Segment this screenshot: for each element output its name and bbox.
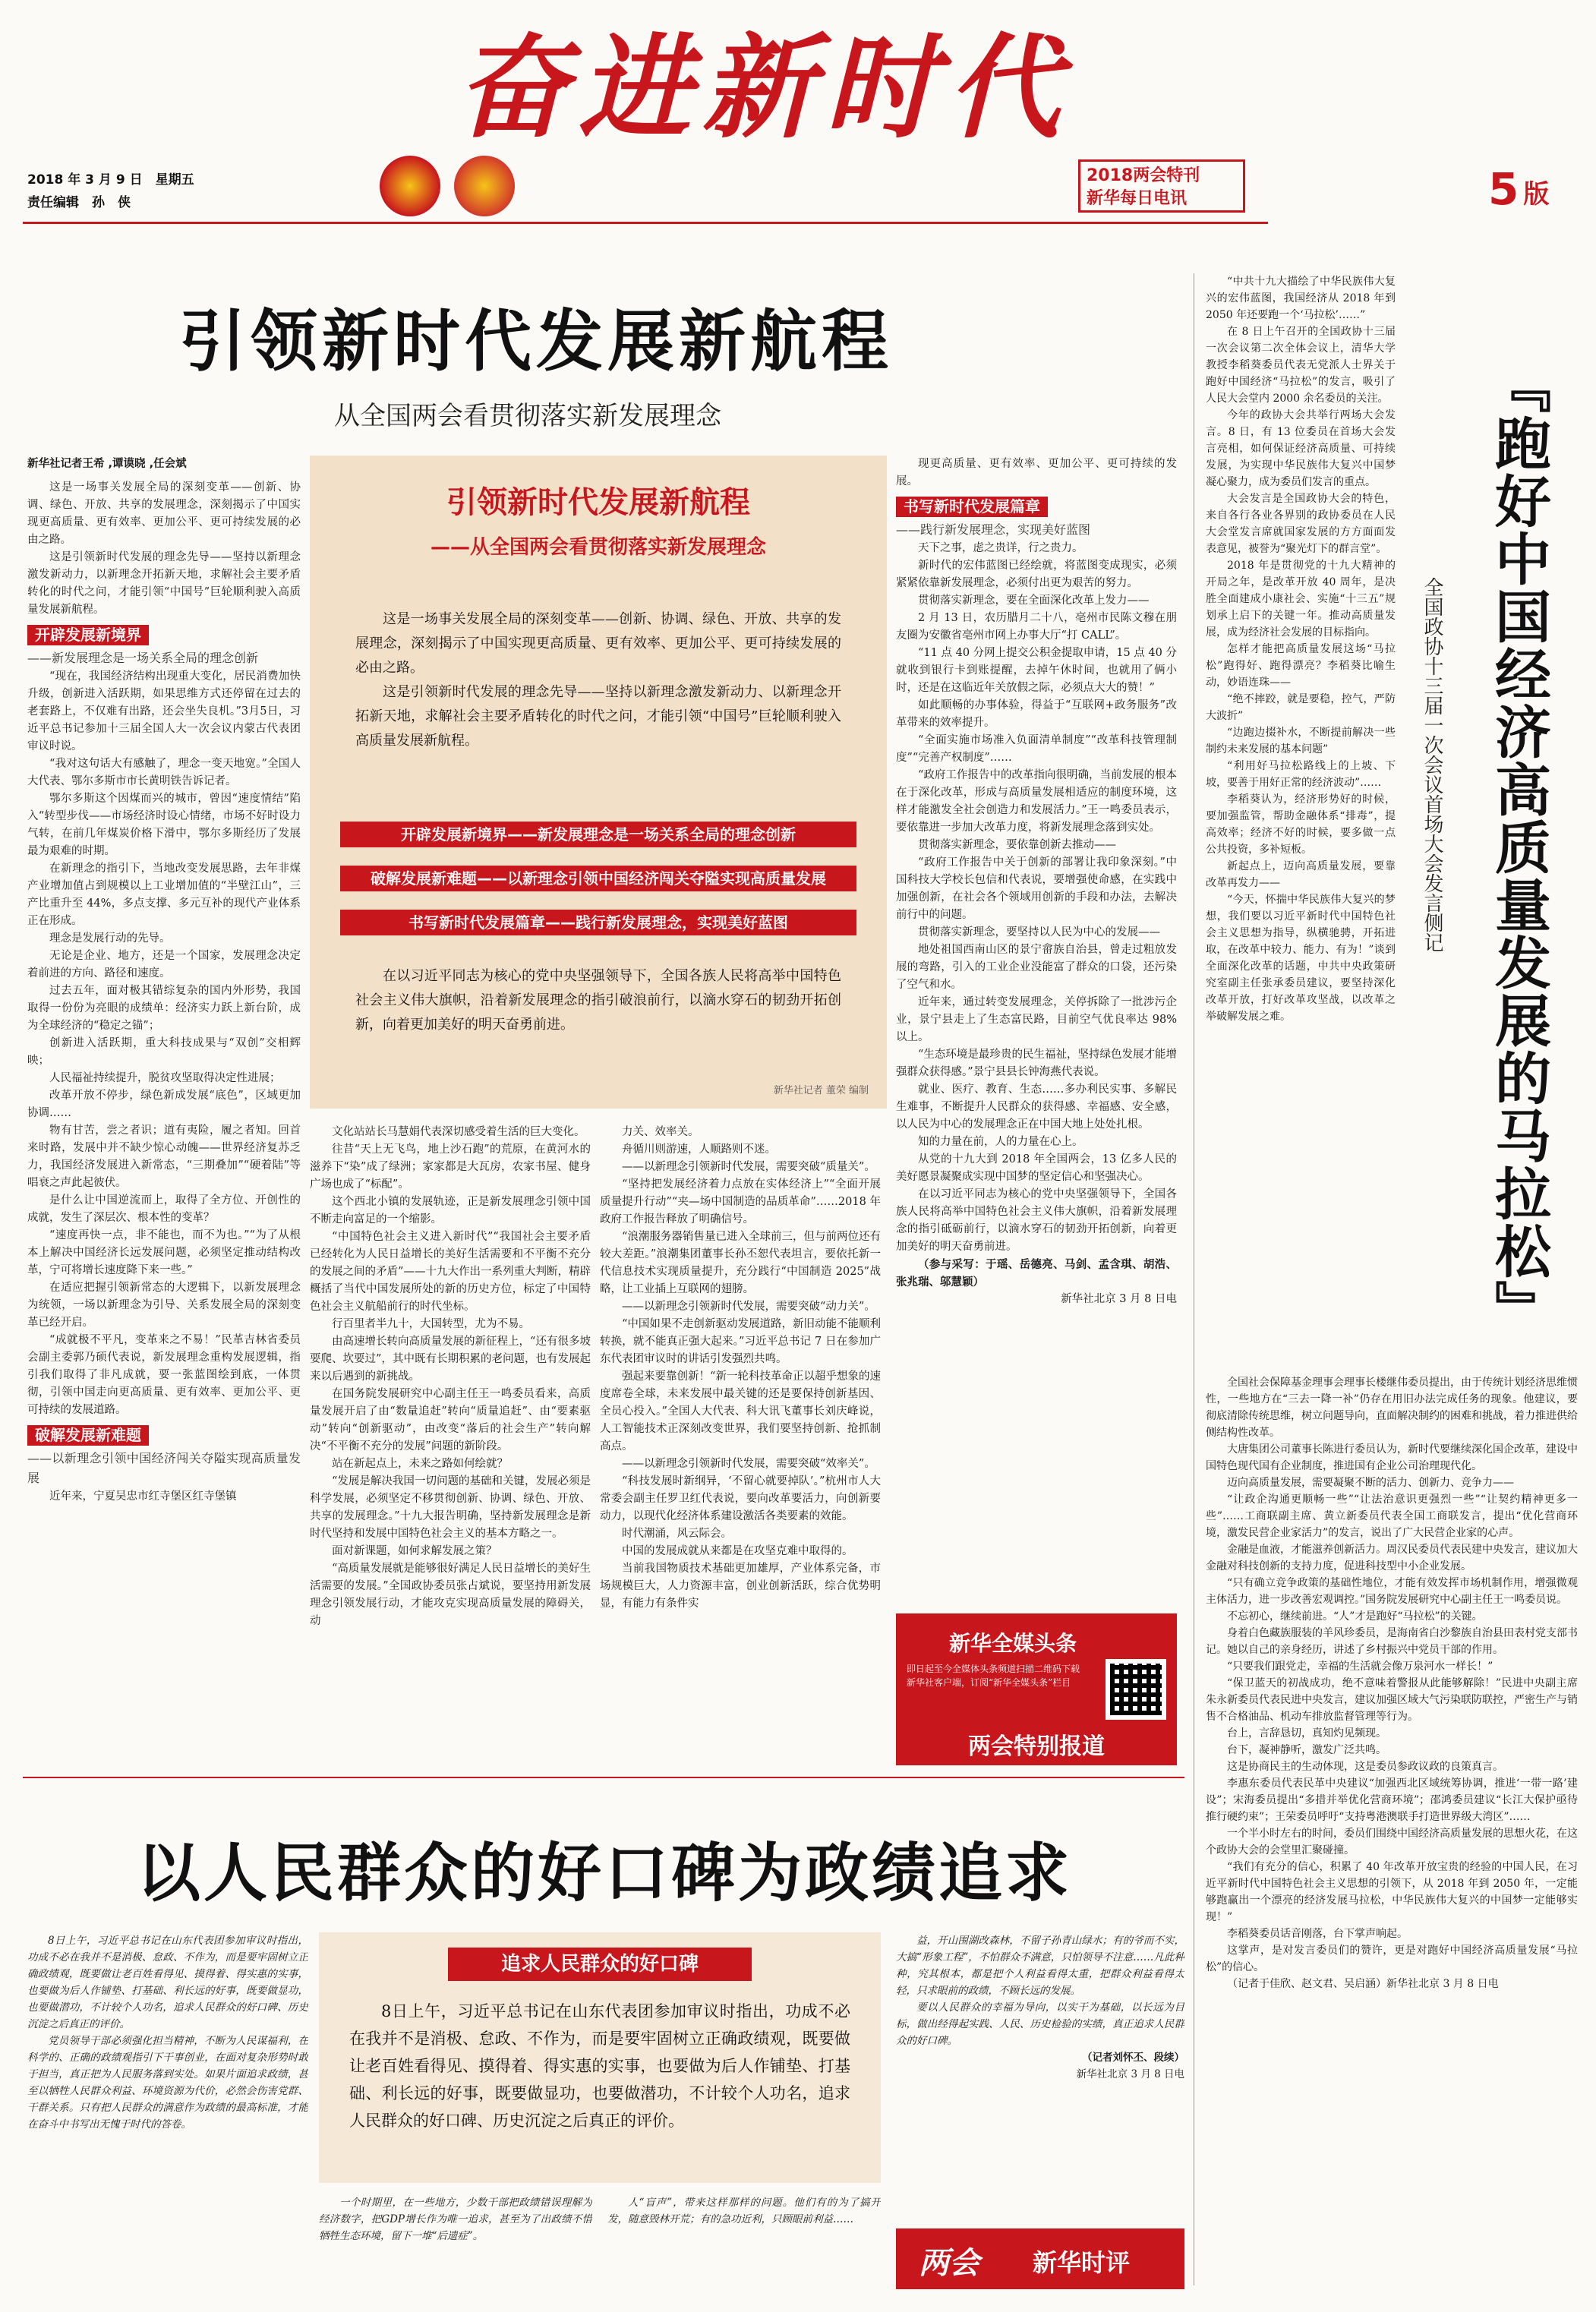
- lead-paragraph: 行百里者半九十，大国转型，尤为不易。: [332, 1318, 530, 1330]
- feature-paragraph: “只有确立竞争政策的基础性地位，才能有效发挥市场机制作用，增强微观主体活力，进一步改善宏观调控。”国务院发展研究中心副主任王一鸣委员说。: [1206, 1577, 1578, 1606]
- commentary-logo-part2: 新华时评: [1033, 2248, 1131, 2277]
- second-paragraph: 一个时期里，在一些地方，少数干部把政绩错误理解为经济数字，把GDP增长作为唯一追求，甚至为了出政绩不惜牺牲生态环境，留下一堆“后遗症”。: [319, 2197, 592, 2242]
- second-panel: [319, 1932, 881, 2183]
- lead-column-1: [27, 456, 301, 1746]
- lead-paragraph: 在新理念的指引下，当地改变发展思路，去年非煤产业增加值占到规模以上工业增加值的“半壁江山”，三产比重升至 44%，多点支撑、多元互补的现代产业体系正在形成。: [27, 863, 301, 927]
- feature-paragraph: “保卫蓝天的初战成功，绝不意味着警报从此能够解除！”民进中央副主席朱永新委员代表民进中央发言，建议加强区域大气污染联防联控，严密生产与销售不合格油品、机动车排放监督管理等行为。: [1206, 1677, 1578, 1723]
- lead-paragraph: “成就极不平凡，变革来之不易！”民革吉林省委员会副主委郭乃硕代表说，新发展理念重构发展逻辑，指引我们取得了非凡成就，要一张蓝图绘到底，一体贯彻，引领中国走向更高质量、更有效率、更加公平、更可持续的发展道路。: [27, 1334, 301, 1416]
- feature-paragraph: （记者于佳欣、赵文君、吴启涵）新华社北京 3 月 8 日电: [1227, 1978, 1499, 1990]
- panel-intro-1: 这是一场事关发展全局的深刻变革——创新、协调、绿色、开放、共享的发展理念，深刻揭示了中国实现更高质量、更有效率、更加公平、更可持续发展的必由之路。: [355, 611, 841, 676]
- feature-paragraph: “今天，怀揣中华民族伟大复兴的梦想，我们要以习近平新时代中国特色社会主义思想为指导，纵横驰骋，开拓进取，在改革中较力、能力、有为！”谈到全面深化改革的话题，中共中央政策研究室副主任张承委员建议，要坚持深化改革开放，打好改革攻坚战，以改革之举破解发展之难。: [1206, 894, 1396, 1023]
- lead-column-4: [896, 456, 1177, 1602]
- national-emblem-icon: [380, 156, 440, 216]
- lead-paragraph: ——以新理念引领新时代发展，需要突破“动力关”。: [622, 1301, 875, 1313]
- lead-paragraph: 创新进入活跃期，重大科技成果与“双创”交相辉映；: [27, 1037, 301, 1067]
- lead-paragraph: “速度再快一点，非不能也，而不为也。”“为了从根本上解决中国经济长远发展问题，必须坚定推动结构改革，宁可将增长速度降下来一些。”: [27, 1229, 301, 1276]
- lead-column-2: [310, 1124, 591, 1746]
- feature-paragraph: 大唐集团公司董事长陈进行委员认为，新时代要继续深化国企改革，建设中国特色现代国有企业制度，推进国有企业公司治理现代化。: [1206, 1443, 1578, 1472]
- lead-byline: 新华社记者王希 ,谭谟晓 ,任会斌: [27, 458, 187, 470]
- dateline-credit: 新华社北京 3 月 8 日电: [1061, 1293, 1177, 1305]
- feature-paragraph: 今年的政协大会共举行两场大会发言。8 日，有 13 位委员在首场大会发言亮相，如何保证经济高质量、可持续发展，为实现中华民族伟大复兴中国梦凝心聚力，成为委员们发言的重点。: [1206, 409, 1396, 488]
- lead-paragraph: “发展是解决我国一切问题的基础和关键，发展必须是科学发展，必须坚定不移贯彻创新、协调、绿色、开放、共享的发展理念。”十九大报告明确，坚持新发展理念是新时代坚持和发展中国特色社会主义的基本方略之一。: [310, 1475, 591, 1540]
- feature-paragraph: “绝不摔跤，就是要稳，控气，严防大波折”: [1206, 693, 1396, 722]
- center-graphic-panel: [310, 456, 887, 1109]
- lead-column-3: [600, 1124, 881, 1746]
- lead-paragraph: 在国务院发展研究中心副主任王一鸣委员看来，高质量发展开启了由“数量追赶”转向“质量追赶”、由“要素驱动”转向“创新驱动”，由改变“落后的社会生产”转向解决“不平衡不充分的发展”问题的新阶段。: [310, 1388, 591, 1452]
- lead-paragraph: “现在，我国经济结构出现重大变化，居民消费加快升级，创新进入活跃期，如果思维方式还停留在过去的老套路上，不仅难有出路，还会坐失良机。”3月5日，习近平总书记参加十三届全国人大一次会议内蒙古代表团审议时说。: [27, 670, 301, 752]
- commentary-logo-part1: 两会: [919, 2246, 979, 2281]
- panel-intro-2: 这是引领新时代发展的理念先导——坚持以新理念激发新动力、以新理念开拓新天地，求解社会主要矛盾转化的时代之问，才能引领“中国号”巨轮顺利驶入高质量发展新航程。: [355, 684, 841, 749]
- feature-paragraph: “利用好马拉松路线上的上坡、下坡，要善于用好正常的经济波动”……: [1206, 760, 1396, 789]
- lead-paragraph: 如此顺畅的办事体验，得益于“互联网+政务服务”改革带来的效率提升。: [896, 699, 1177, 729]
- feature-paragraph: 一个半小时左右的时间，委员们围绕中国经济高质量发展的思想火花，在这个政协大会的会堂里汇聚碰撞。: [1206, 1828, 1578, 1856]
- second-paragraph: 8日上午，习近平总书记在山东代表团参加审议时指出，功成不必在我并不是消极、怠政、不作为，而是要牢固树立正确政绩观，既要做让老百姓看得见、摸得着、得实惠的实事，也要做为后人作铺垫、打基础、利长远的好事，既要做显功，也要做潜功，不计较个人功名，追求人民群众的好口碑、历史沉淀之后真正的评价。: [27, 1935, 308, 2030]
- feature-subhead-vertical: 全国政协十三届一次会议首场大会发言侧记: [1421, 577, 1443, 952]
- lead-paragraph: 现更高质量、更有效率、更加公平、更可持续的发展。: [896, 458, 1177, 487]
- promo-title: 新华全媒头条: [949, 1631, 1077, 1656]
- lead-paragraph: 过去五年，面对极其错综复杂的国内外形势，我国取得一份份为亮眼的成绩单：经济实力跃上新台阶，成为全球经济的“稳定之锚”；: [27, 985, 301, 1032]
- feature-paragraph: 身着白色藏族服装的羊风珍委员，是海南省白沙黎族自治县田表村党支部书记。她以自己的亲身经历，讲述了乡村振兴中党员干部的作用。: [1206, 1627, 1578, 1656]
- lead-paragraph: “中国特色社会主义进入新时代”“我国社会主要矛盾已经转化为人民日益增长的美好生活需要和不平衡不充分的发展之间的矛盾”——十九大作出一系列重大判断，精辟概括了当代中国发展所处的新的历史方位，标定了中国特色社会主义航船前行的时代坐标。: [310, 1231, 591, 1313]
- page-number-value: 5: [1488, 163, 1519, 215]
- lead-paragraph: “坚持把发展经济着力点放在实体经济上”“全面开展质量提升行动”“夹—场中国制造的品质革命”……2018 年政府工作报告释放了明确信号。: [600, 1178, 881, 1225]
- lead-paragraph: 文化站站长马慧娟代表深切感受着生活的巨大变化。: [332, 1126, 585, 1138]
- lead-paragraph: 理念是发展行动的先导。: [49, 932, 171, 945]
- section-heading-3: 书写新时代发展篇章: [896, 497, 1048, 517]
- second-column-left: [27, 1932, 308, 2297]
- lead-paragraph: 站在新起点上，未来之路如何绘就？: [332, 1458, 508, 1470]
- cppcc-emblem-icon: [454, 156, 515, 216]
- lead-paragraph: 无论是企业、地方，还是一个国家，发展理念决定着前进的方向、路径和速度。: [27, 950, 301, 979]
- panel-title: 引领新时代发展新航程: [446, 485, 750, 520]
- lead-paragraph: 近年来，宁夏吴忠市红寺堡区红寺堡镇: [49, 1490, 237, 1503]
- second-paragraph: 要以人民群众的幸福为导向，以实干为基础，以长远为目标，做出经得起实践、人民、历史检验的实绩，真正追求人民群众的好口碑。: [896, 2001, 1184, 2047]
- lead-paragraph: “浪潮服务器销售量已进入全球前三，但与前两位还有较大差距。”浪潮集团董事长孙丕恕代表坦言，要依托新一代信息技术实现质量提升，充分践行“中国制造 2025”战略，让工业插上互联网的翅膀。: [600, 1231, 881, 1295]
- panel-intro: [355, 607, 841, 753]
- feature-paragraph: 李稻葵委员话音刚落，台下掌声响起。: [1227, 1928, 1408, 1940]
- issue-date: 2018 年 3 月 9 日 星期五: [27, 172, 194, 188]
- page-number-suffix: 版: [1523, 179, 1550, 210]
- feature-column-top: [1206, 273, 1396, 1367]
- date-line: [27, 169, 194, 214]
- page-number: [1488, 163, 1549, 215]
- lead-paragraph: “我对这句话大有感触了，理念一变天地宽。”全国人大代表、鄂尔多斯市市长黄明铁告诉记者。: [27, 758, 301, 787]
- panel-bar-1: 开辟发展新境界——新发展理念是一场关系全局的理念创新: [340, 822, 856, 847]
- second-headline: 以人民群众的好口碑为政绩追求: [137, 1836, 1073, 1910]
- lead-paragraph: 这个西北小镇的发展轨迹，正是新发展理念引领中国不断走向富足的一个缩影。: [310, 1196, 591, 1225]
- section-divider: [23, 1777, 1184, 1778]
- lead-paragraph: 力关、效率关。: [622, 1126, 699, 1138]
- panel-bar-3: 书写新时代发展篇章——践行新发展理念，实现美好蓝图: [340, 910, 856, 935]
- feature-paragraph: 大会发言是全国政协大会的特色，来自各行各业各界别的政协委员在人民大会堂发言席就国家发展的方方面面发表意见，被誉为“聚光灯下的群言堂”。: [1206, 493, 1396, 555]
- lead-paragraph: 面对新课题，如何求解发展之策？: [332, 1545, 497, 1557]
- feature-paragraph: “我们有充分的信心，积累了 40 年改革开放宝贵的经验的中国人民，在习近平新时代中国特色社会主义思想的引领下，从 2018 年到 2050 年，一定能够跑赢出一个漂亮的经济发展马拉松，中华民族伟大复兴的中国梦一定能够实现！”: [1206, 1861, 1578, 1923]
- lead-paragraph: 从党的十九大到 2018 年全国两会，13 亿多人民的美好愿景凝聚成实现中国梦的坚定信心和坚强决心。: [896, 1153, 1177, 1183]
- commentary-logo: [896, 2228, 1184, 2289]
- feature-paragraph: “让政企沟通更顺畅一些”“让法治意识更强烈一些”“让契约精神更多一些”……工商联副主席、黄立新委员代表全国工商联发言，提出“优化营商环境，激发民营企业家活力”的发言，说出了广大民营企业家的心声。: [1206, 1493, 1578, 1539]
- lead-paragraph: 在以习近平同志为核心的党中央坚强领导下，全国各族人民将高举中国特色社会主义伟大旗帜，沿着新发展理念的指引砥砺前行，以滴水穿石的韧劲开拓创新，向着更加美好的明天奋勇前进。: [896, 1188, 1177, 1253]
- lead-paragraph: 贯彻落实新理念，要坚持以人民为中心的发展——: [918, 926, 1160, 938]
- feature-paragraph: 金融是血液，才能滋养创新活力。周汉民委员代表民建中央发言，建议加大金融对科技创新的支持力度，促进科技型中小企业发展。: [1206, 1544, 1578, 1572]
- feature-paragraph: 李惠东委员代表民革中央建议“加强西北区域统筹协调，推进‘一带一路’建设”；宋海委员提出“多措并举优化营商环境”；邵鸿委员建议“长江大保护亟待推行硬约束”；王荣委员呼吁“支持粤港澳联手打造世界级大湾区”……: [1206, 1777, 1578, 1823]
- promo-body: 即日起至今全媒体头条频道扫描二维码下载新华社客户端，订阅“新华全媒头条”栏目: [907, 1664, 1080, 1688]
- lead-paragraph: ——以新理念引领新时代发展，需要突破“质量关”。: [622, 1161, 875, 1173]
- feature-paragraph: 这掌声，是对发言委员们的赞许，更是对跑好中国经济高质量发展“马拉松”的信心。: [1206, 1945, 1578, 1973]
- reporter-credit: （记者刘怀丕、段续）: [1082, 2052, 1184, 2064]
- special-edition-box: [1078, 159, 1245, 213]
- lead-paragraph: 中国的发展成就从来都是在攻坚克难中取得的。: [622, 1545, 853, 1557]
- lead-paragraph: 往昔“天上无飞鸟，地上沙石跑”的荒原，在黄河水的滋养下“染”成了绿洲；家家都是大瓦房，农家书屋、健身广场也成了“标配”。: [310, 1143, 591, 1191]
- second-paragraph: 益，开山围湖改森林，不留子孙青山绿水；有的爷而不实，大搞“形象工程”，不怕群众不满意，只怕领导不注意……凡此种种，究其根本，都是把个人利益看得太重，把群众利益看得太轻，只求眼前的政绩，不顾长远的发展。: [896, 1935, 1184, 1997]
- lead-paragraph: “11 点 40 分网上提交公积金提取申请，15 点 40 分就收到银行卡到账提醒，去掉午休时间，也就用了俩小时，还是在这临近年关放假之际，必须点大大的赞！”: [896, 647, 1177, 694]
- lead-paragraph: “中国如果不走创新驱动发展道路，新旧动能不能顺利转换，就不能真正强大起来。”习近平总书记 7 日在参加广东代表团审议时的讲话引发强烈共鸣。: [600, 1318, 881, 1365]
- section-heading-1: 开辟发展新境界: [27, 625, 149, 645]
- lead-paragraph: 改革开放不停步，绿色新成发展“底色”，区域更加协调……: [27, 1090, 301, 1119]
- lead-paragraph: 这是引领新时代发展的理念先导——坚持以新理念激发新动力，以新理念开拓新天地，求解社会主要矛盾转化的时代之问，才能引领“中国号”巨轮顺利驶入高质量发展新航程。: [27, 551, 301, 616]
- lead-paragraph: 强起来要靠创新！“新一轮科技革命正以超乎想象的速度席卷全球，未来发展中最关键的还是要保持创新基因、全员心投入。”全国人大代表、科大讯飞董事长刘庆峰说，人工智能技术正深刻改变世界，我们要坚持创新、抢抓制高点。: [600, 1370, 881, 1452]
- qr-code-icon[interactable]: [1106, 1659, 1166, 1720]
- panel-closing: 在以习近平同志为核心的党中央坚强领导下，全国各族人民将高举中国特色社会主义伟大旗帜，沿着新发展理念的指引破浪前行，以滴水穿石的韧劲开拓创新，向着更加美好的明天奋勇前进。: [355, 968, 841, 1033]
- lead-paragraph: 时代潮涌，风云际会。: [622, 1528, 732, 1540]
- second-column-middle-right: [607, 2194, 881, 2297]
- section-heading-2: 破解发展新难题: [27, 1425, 149, 1446]
- lead-paragraph: 知的力量在前，人的力量在心上。: [918, 1136, 1083, 1148]
- lead-paragraph: 物有甘苦，尝之者识；道有夷险，履之者知。回首来时路，发展中并不缺少惊心动魄——世界经济复苏乏力，我国经济发展进入新常态，“三期叠加”“硬着陆”等唱衰之声此起彼伏。: [27, 1124, 301, 1189]
- feature-paragraph: 全国社会保障基金理事会理事长楼继伟委员提出，由于传统计划经济思维惯性，一些地方在“三去一降一补”仍存在用旧办法完成任务的现象。他建议，要彻底清除传统思维，树立问题导向，直面解决制约的困难和挑战，着力推进供给侧结构性改革。: [1206, 1377, 1578, 1439]
- feature-paragraph: “只要我们跟党走，幸福的生活就会像万泉河水一样长！”: [1227, 1661, 1493, 1673]
- lead-paragraph: 在适应把握引领新常态的大逻辑下，以新发展理念为统领，一场以新理念为引导、关系发展全局的深刻变革已经开启。: [27, 1282, 301, 1329]
- lead-paragraph: 当前我国物质技术基础更加雄厚，产业体系完备，市场规模巨大，人力资源丰富，创业创新活跃，综合优势明显，有能力有条件实: [600, 1563, 881, 1610]
- section-subheading-1: ——新发展理念是一场关系全局的理念创新: [27, 651, 259, 665]
- panel-bar-2: 破解发展新难题——以新理念引领中国经济闯关夺隘实现高质量发展: [340, 866, 856, 891]
- feature-paragraph: 新起点上，迈向高质量发展，要靠改革再发力——: [1206, 860, 1396, 889]
- feature-paragraph: 李稻葵认为，经济形势好的时候，要加强监管，帮助金融体系“排毒”，提高效率；经济不好的时候，要多做一点公共投资，多补短板。: [1206, 793, 1396, 856]
- lead-paragraph: 贯彻落实新理念，要依靠创新去推动——: [918, 839, 1116, 851]
- special-edition-line2: 新华每日电讯: [1087, 189, 1188, 208]
- feature-paragraph: 不忘初心，继续前进。“人”才是跑好“马拉松”的关键。: [1227, 1610, 1483, 1623]
- feature-paragraph: 2018 年是贯彻党的十九大精神的开局之年，是改革开放 40 周年，是决胜全面建成小康社会、实施“十三五”规划承上启下的关键一年。推动高质量发展，成为经济社会发展的目标指向。: [1206, 560, 1396, 639]
- promo-footer: 两会特别报道: [968, 1733, 1105, 1760]
- feature-headline-vertical: 『跑好中国经济高质量发展的马拉松』: [1486, 357, 1551, 1338]
- feature-paragraph: 怎样才能把高质量发展这场“马拉松”跑得好、跑得漂亮？李稻葵比喻生动，妙语连珠——: [1206, 643, 1396, 689]
- lead-subhead: 从全国两会看贯彻落实新发展理念: [334, 401, 721, 431]
- lead-paragraph: 近年来，通过转变发展理念，关停拆除了一批涉污企业，景宁县走上了生态富民路，目前空气优良率达 98% 以上。: [896, 996, 1177, 1043]
- editor-credit: 责任编辑 孙 侠: [27, 195, 131, 210]
- feature-paragraph: 台上，言辞恳切，真知灼见频现。: [1227, 1727, 1386, 1740]
- lead-paragraph: “政府工作报告中关于创新的部署让我印象深刻。”中国科技大学校长包信和代表说，要增强使命感，在实践中加强创新，在社会各个领域用创新的手段和办法，去解决前行中的问题。: [896, 856, 1177, 921]
- lead-paragraph: “高质量发展就是能够很好满足人民日益增长的美好生活需要的发展。”全国政协委员张占斌说，要坚持用新发展理念引领发展行动，才能攻克实现高质量发展的障碍关，动: [310, 1563, 591, 1627]
- feature-column-bottom: [1206, 1374, 1578, 2293]
- second-panel-text: 8日上午，习近平总书记在山东代表团参加审议时指出，功成不必在我并不是消极、怠政、不作为，而是要牢固树立正确政绩观，既要做让老百姓看得见、摸得着、得实惠的实事，也要做为后人作铺垫、打基础、利长远的好事，既要做显功，也要做潜功，不计较个人功名，追求人民群众的好口碑、历史沉淀之后真正的评价。: [349, 2002, 850, 2130]
- special-edition-line1: 2018两会特刊: [1087, 166, 1200, 185]
- second-panel-title: 追求人民群众的好口碑: [448, 1948, 752, 1981]
- lead-paragraph: “政府工作报告中的改革指向很明确，当前发展的根本在于深化改革，形成与高质量发展相适应的制度环境，这样才能激发全社会创造力和发展活力。”王一鸣委员表示，要依靠进一步加大改革力度，将新发展理念落到实处。: [896, 769, 1177, 834]
- feature-paragraph: 这是协商民主的生动体现，这是委员参政议政的良策真言。: [1227, 1761, 1503, 1773]
- lead-paragraph: 贯彻落实新理念，要在全面深化改革上发力——: [918, 595, 1150, 607]
- lead-paragraph: 人民福祉持续提升，脱贫攻坚取得决定性进展；: [49, 1072, 281, 1084]
- lead-paragraph: 2 月 13 日，农历腊月二十八，亳州市民陈文穆在朋友圈为安徽省亳州市网上办事大厅“打 CALL”。: [896, 612, 1177, 642]
- lead-paragraph: “全面实施市场准入负面清单制度”“改革科技管理制度”“完善产权制度”……: [896, 734, 1177, 764]
- feature-paragraph: 在 8 日上午召开的全国政协十三届一次会议第二次全体会议上，清华大学教授李稻葵委员代表无党派人士界关于跑好中国经济“马拉松”的发言，吸引了人民大会堂内 2000 余名委员的关注。: [1206, 326, 1396, 405]
- dateline-credit: 新华社北京 3 月 8 日电: [1076, 2068, 1184, 2080]
- lead-paragraph: 鄂尔多斯这个因煤而兴的城市，曾因“速度情结”陷入“转型步伐——市场经济时设心情绪，市场不好时设力气转，在前几年煤炭价格下滑中，鄂尔多斯经历了发展最为艰难的时期。: [27, 793, 301, 857]
- second-column-right: [896, 1932, 1184, 2221]
- second-paragraph: 党员领导干部必须强化担当精神，不断为人民谋福利，在科学的、正确的政绩观指引下干事创业，在面对复杂形势时敢于担当，真正把为人民服务落到实处。如果片面追求政绩，甚至以牺牲人民群众利益、环境资源为代价，必然会伤害党群、干群关系。只有把人民群众的满意作为政绩的最高标准，才能在奋斗中书写出无愧于时代的答卷。: [27, 2035, 308, 2131]
- panel-subtitle: ——从全国两会看贯彻落实新发展理念: [430, 536, 766, 559]
- second-column-middle-left: [319, 2194, 592, 2297]
- panel-credit: 新华社记者 董荣 编制: [773, 1085, 869, 1096]
- lead-headline: 引领新时代发展新航程: [179, 302, 894, 380]
- lead-paragraph: 是什么让中国逆流而上，取得了全方位、开创性的成就，发生了深层次、根本性的变革？: [27, 1194, 301, 1224]
- lead-paragraph: “科技发展时新纲异，‘不留心就要掉队’。”杭州市人大常委会副主任罗卫红代表说，要向改革要活力，向创新要动力，以现代化经济体系建设激活各类要素的效能。: [600, 1475, 881, 1522]
- feature-paragraph: 台下，凝神静听，激发广泛共鸣。: [1227, 1744, 1386, 1756]
- lead-paragraph: 新时代的宏伟蓝图已经绘就，将蓝图变成现实，必须紧紧依靠新发展理念，必须付出更为艰苦的努力。: [896, 560, 1177, 589]
- lead-paragraph: “生态环境是最珍贵的民生福祉，坚持绿色发展才能增强群众获得感。”景宁县县长钟海燕代表说。: [896, 1049, 1177, 1078]
- lead-paragraph: 天下之事，虑之贵详，行之贵力。: [918, 542, 1083, 554]
- masthead-title: 奋进新时代: [456, 21, 1071, 153]
- section-subheading-2: ——以新理念引领中国经济闯关夺隘实现高质量发展: [27, 1451, 301, 1485]
- second-paragraph: 人“盲声”，带来这样那样的问题。他们有的为了搞开发，随意毁林开荒；有的急功近利，只顾眼前利益……: [607, 2197, 881, 2225]
- lead-paragraph: ——以新理念引领新时代发展，需要突破“效率关”。: [622, 1458, 875, 1470]
- feature-paragraph: “边跑边掇补水，不断提前解决一些制约未来发展的基本问题”: [1206, 727, 1396, 755]
- feature-paragraph: “中共十九大描绘了中华民族伟大复兴的宏伟蓝图，我国经济从 2018 年到 2050 年还要跑一个‘马拉松’……”: [1206, 276, 1396, 321]
- lead-paragraph: 就业、医疗、教育、生态……多办利民实事、多解民生难事，不断提升人民群众的获得感、幸福感、安全感，以人民为中心的发展理念正在中国大地上处处扎根。: [896, 1083, 1177, 1131]
- contributors-credit: （参与采写：于瑶、岳德亮、马剑、孟含琪、胡浩、张兆瑞、邬慧颖）: [896, 1258, 1177, 1288]
- lead-paragraph: 由高速增长转向高质量发展的新征程上，“还有很多坡要爬、坎要过”，其中既有长期积累的老问题，也有发展起来以后遇到的新挑战。: [310, 1336, 591, 1383]
- lead-paragraph: 舟循川则游速，人顺路则不迷。: [622, 1143, 776, 1156]
- header-rule: [23, 222, 1268, 224]
- lead-paragraph: 这是一场事关发展全局的深刻变革——创新、协调、绿色、开放、共享的发展理念，深刻揭示了中国实现更高质量、更有效率、更加公平、更可持续发展的必由之路。: [27, 481, 301, 546]
- lead-paragraph: 地处祖国西南山区的景宁畲族自治县，曾走过粗放发展的弯路，引入的工业企业没能富了群众的口袋，还污染了空气和水。: [896, 944, 1177, 991]
- app-promo-box[interactable]: [896, 1613, 1177, 1765]
- feature-paragraph: 迈向高质量发展，需要凝聚不断的活力、创新力、竞争力——: [1227, 1477, 1514, 1489]
- section-subheading-3: ——践行新发展理念，实现美好蓝图: [896, 522, 1091, 537]
